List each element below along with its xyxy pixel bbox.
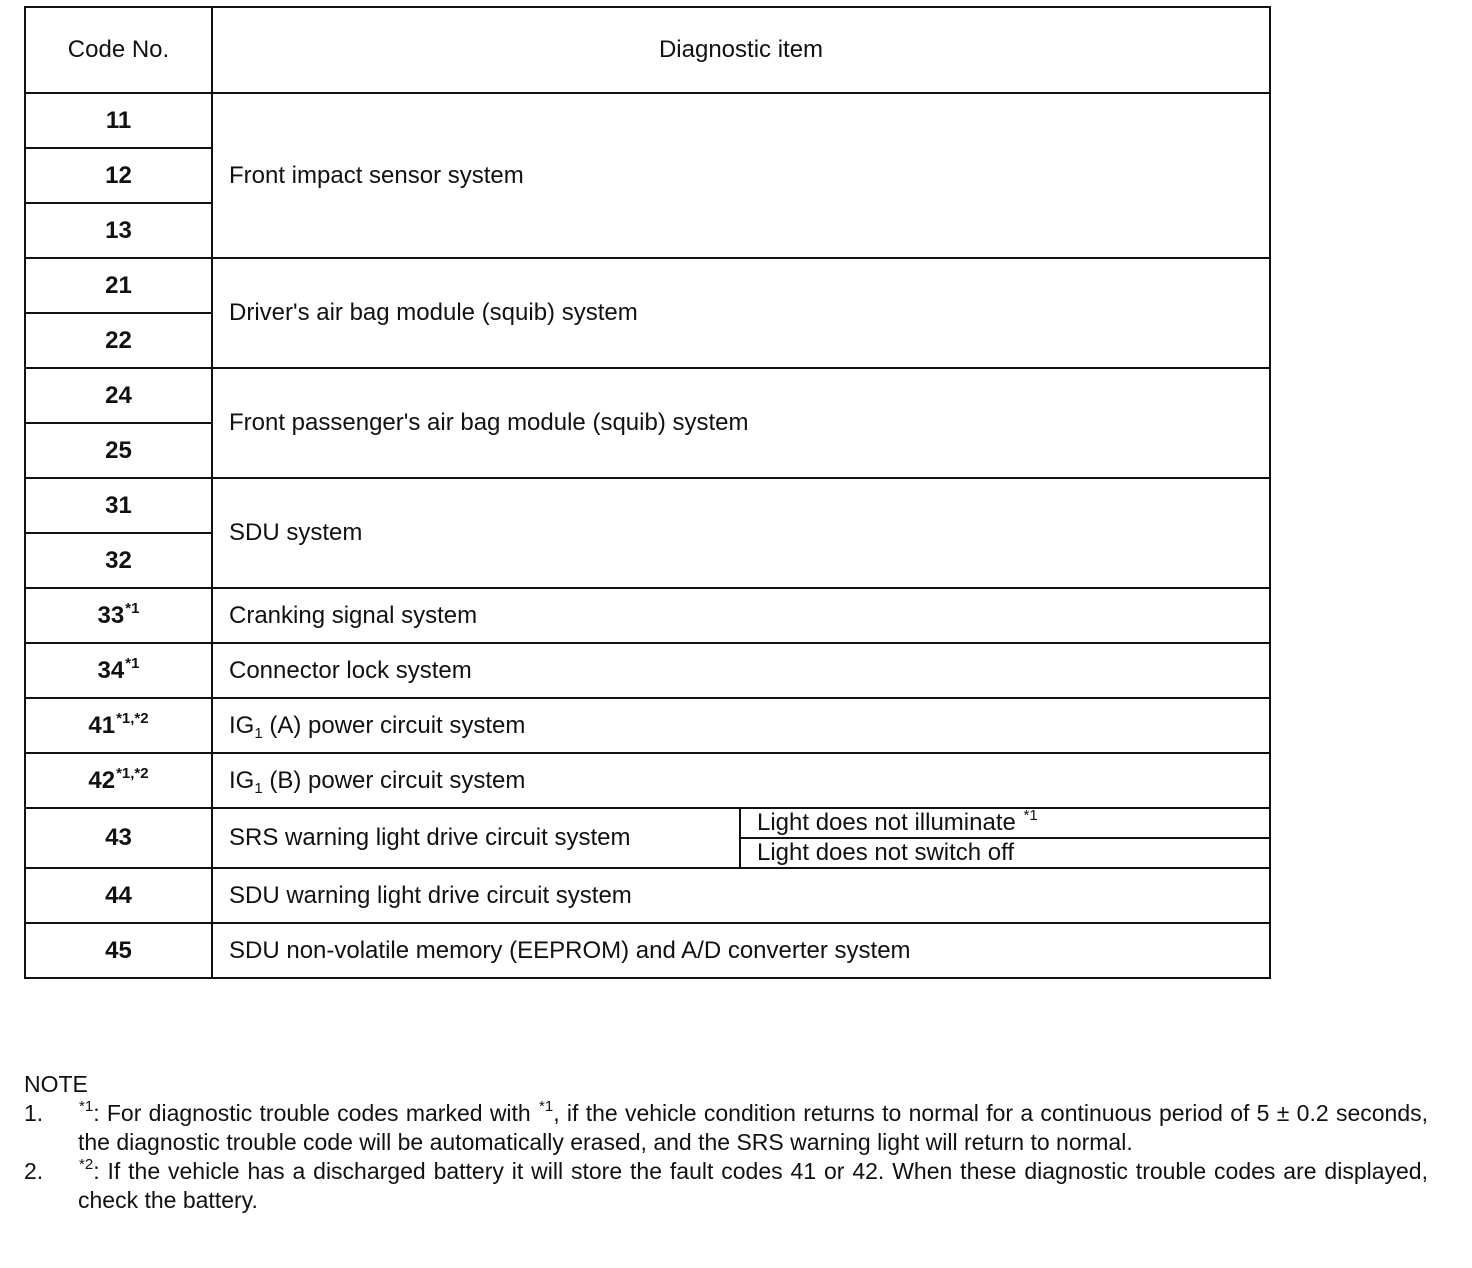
item-prefix: IG	[229, 711, 255, 739]
code-number: 42	[88, 766, 116, 794]
footnote-mark: *1	[125, 599, 140, 617]
code-cell: 11	[25, 93, 212, 148]
code-number: 33	[97, 601, 125, 629]
code-cell	[25, 698, 212, 753]
sub-item-text: Light does not illuminate	[757, 809, 1023, 836]
table-header-row	[25, 7, 1270, 93]
code-cell: 43	[25, 808, 212, 868]
diagnostic-item-cell: SDU system	[212, 478, 1270, 588]
diagnostic-item-cell	[212, 753, 1270, 808]
item-text: (A) power circuit system	[262, 711, 526, 739]
note-number: 1.	[24, 1100, 44, 1126]
table-row	[25, 698, 1270, 753]
footnote-mark: *1	[1023, 807, 1038, 824]
table-row	[25, 478, 1270, 533]
code-cell	[25, 588, 212, 643]
code-cell: 21	[25, 258, 212, 313]
footnote-mark: *1	[539, 1098, 554, 1115]
diagnostic-item-header: Diagnostic item	[212, 7, 1270, 93]
note-text-part: : For diagnostic trouble codes marked with	[93, 1100, 539, 1126]
item-text: (B) power circuit system	[262, 766, 526, 794]
code-cell	[25, 643, 212, 698]
footnote-mark: *2	[79, 1156, 94, 1173]
code-no-header: Code No.	[25, 7, 212, 93]
diagnostic-item-cell: Connector lock system	[212, 643, 1270, 698]
code-cell: 25	[25, 423, 212, 478]
table-row	[25, 753, 1270, 808]
table-row	[25, 868, 1270, 923]
item-subscript: 1	[254, 724, 263, 742]
code-cell	[25, 753, 212, 808]
note-number: 2.	[24, 1158, 44, 1184]
code-number: 41	[88, 711, 116, 739]
table-row	[25, 368, 1270, 423]
item-prefix: IG	[229, 766, 255, 794]
code-cell: 31	[25, 478, 212, 533]
item-subscript: 1	[254, 779, 263, 797]
note-text-part: : If the vehicle has a discharged battery it will store the fault codes 41 or 42. When these diagnostic trouble codes are displayed, check the battery.	[78, 1158, 1428, 1213]
diagnostic-item-cell: Driver's air bag module (squib) system	[212, 258, 1270, 368]
note-title: NOTE	[24, 1071, 88, 1097]
diagnostic-item-cell: SDU warning light drive circuit system	[212, 868, 1270, 923]
diagnostic-code-table	[24, 6, 1271, 979]
code-number: 34	[97, 656, 125, 684]
note-text-part: , if the vehicle condition returns to normal for a continuous period of 5 ± 0.2 seconds, the diagnostic trouble code will be automatically erased, and the SRS warning light will return to normal.	[78, 1100, 1429, 1155]
table-row	[25, 93, 1270, 148]
table-row	[25, 808, 1270, 838]
code-cell: 32	[25, 533, 212, 588]
footnote-mark: *1	[79, 1098, 94, 1115]
table-row	[25, 923, 1270, 978]
code-cell: 24	[25, 368, 212, 423]
code-cell: 22	[25, 313, 212, 368]
code-cell: 12	[25, 148, 212, 203]
diagnostic-item-cell	[212, 698, 1270, 753]
sub-item-cell: Light does not switch off	[740, 838, 1270, 868]
note-item	[24, 1157, 1428, 1215]
diagnostic-item-cell: Front impact sensor system	[212, 93, 1270, 258]
diagnostic-item-cell: Cranking signal system	[212, 588, 1270, 643]
table-row	[25, 258, 1270, 313]
code-cell: 45	[25, 923, 212, 978]
footnote-mark: *1,*2	[116, 764, 149, 782]
diagnostic-item-cell: SRS warning light drive circuit system	[212, 808, 740, 868]
notes-section	[24, 1070, 1428, 1215]
diagnostic-item-cell: Front passenger's air bag module (squib) system	[212, 368, 1270, 478]
footnote-mark: *1,*2	[116, 709, 149, 727]
table-row	[25, 588, 1270, 643]
sub-item-cell	[740, 808, 1270, 838]
diagnostic-item-cell: SDU non-volatile memory (EEPROM) and A/D converter system	[212, 923, 1270, 978]
note-text	[78, 1157, 1428, 1215]
note-item	[24, 1099, 1428, 1157]
footnote-mark: *1	[125, 654, 140, 672]
code-cell: 44	[25, 868, 212, 923]
code-cell: 13	[25, 203, 212, 258]
table-row	[25, 643, 1270, 698]
note-text	[78, 1099, 1428, 1157]
